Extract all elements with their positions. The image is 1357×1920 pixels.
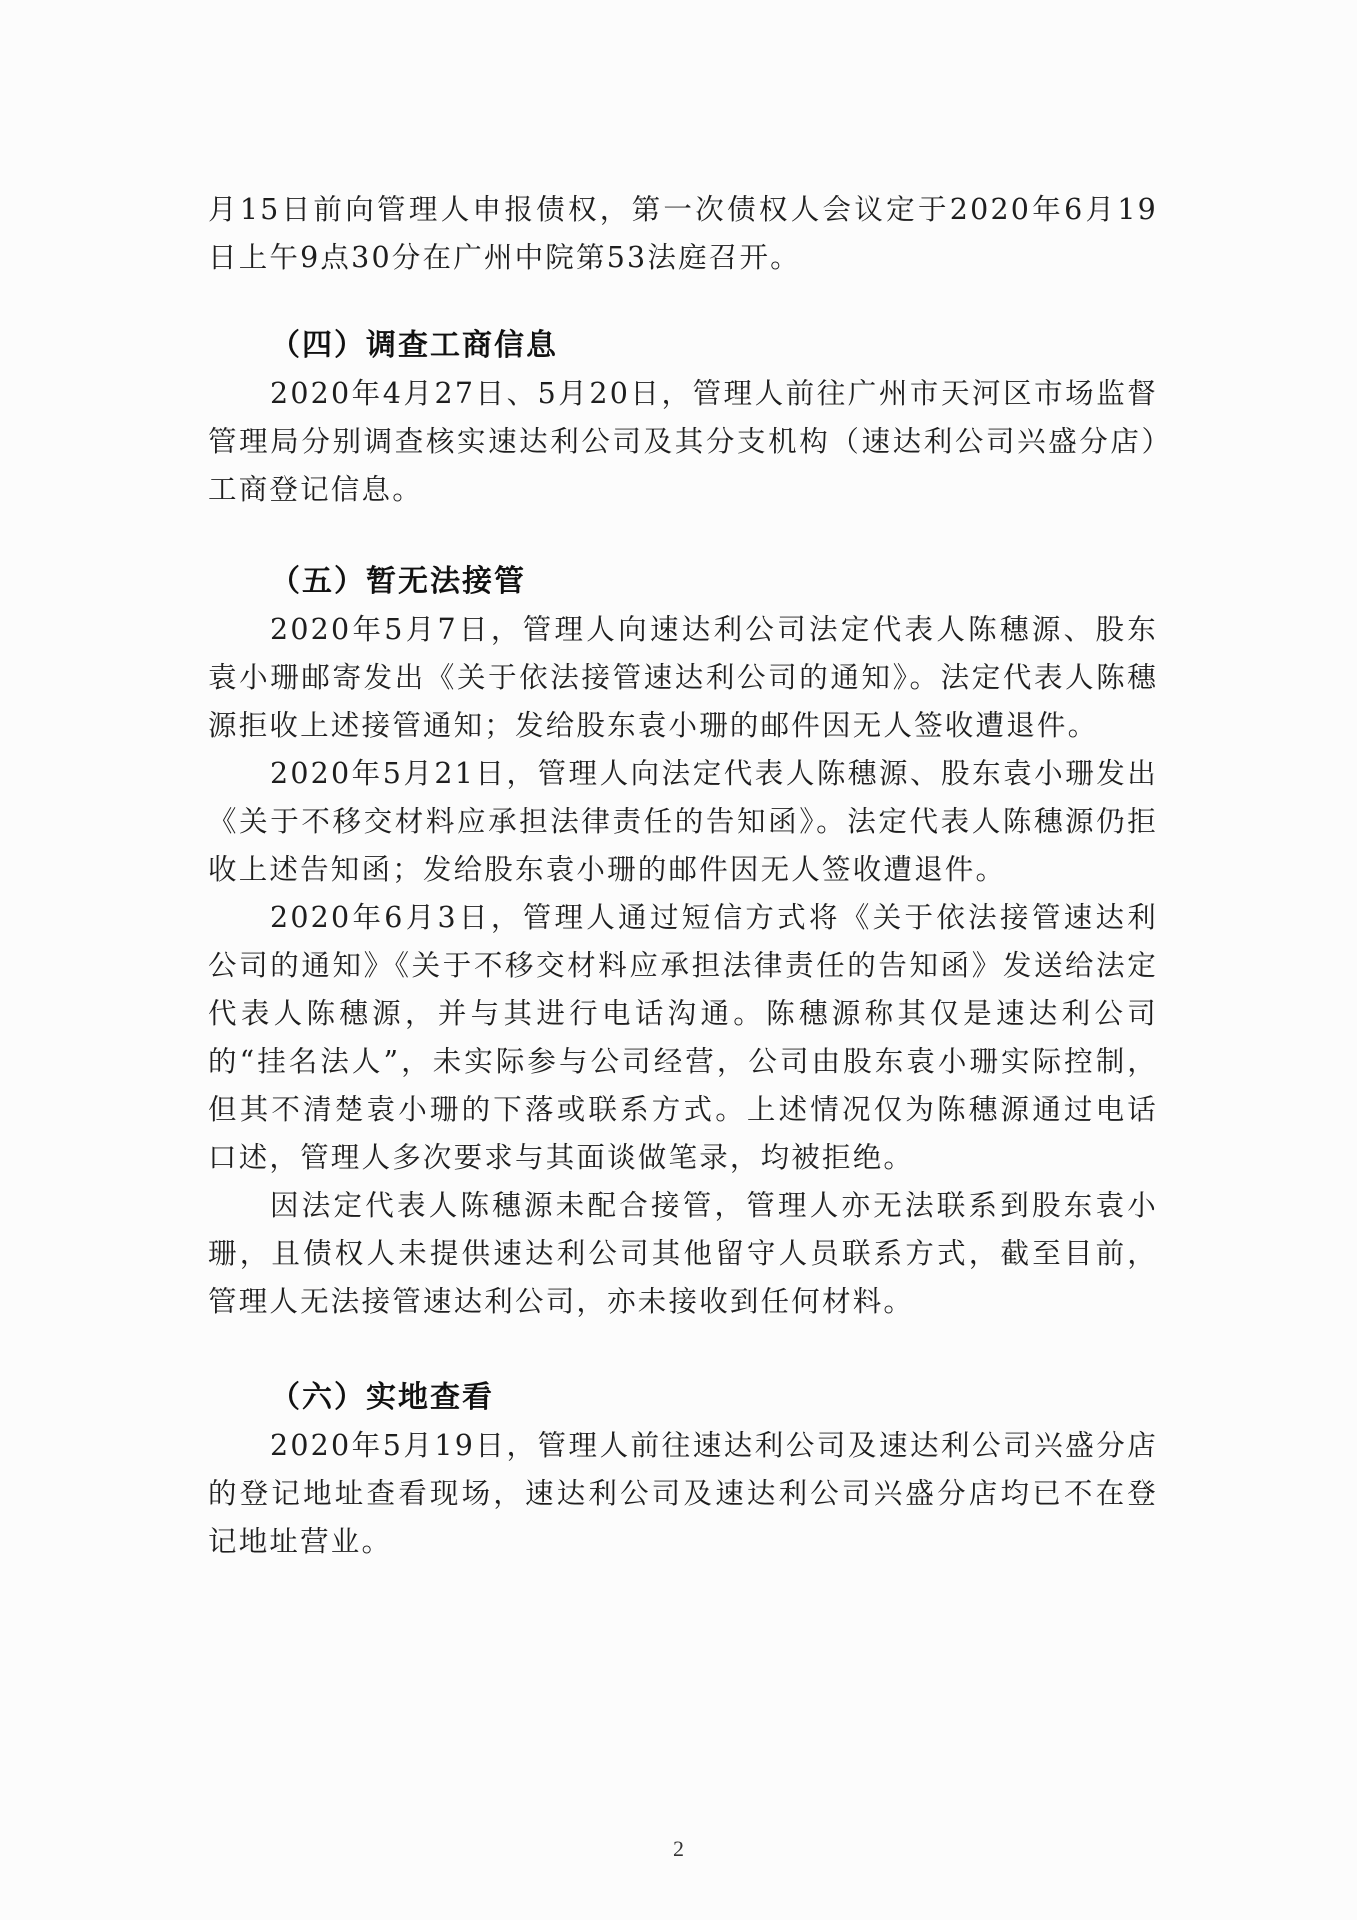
paragraph: 2020年6月3日，管理人通过短信方式将《关于依法接管速达利公司的通知》《关于不移交材料应承担法律责任的告知函》发送给法定代表人陈穗源，并与其进行电话沟通。陈穗源称其仅是速达利公司的“挂名法人”，未实际参与公司经营，公司由股东袁小珊实际控制，但其不清楚袁小珊的下落或联系方式。上述情况仅为陈穗源通过电话口述，管理人多次要求与其面谈做笔录，均被拒绝。 [208, 901, 1158, 1174]
page-number: 2 [673, 1836, 684, 1861]
paragraph: 2020年5月7日，管理人向速达利公司法定代表人陈穗源、股东袁小珊邮寄发出《关于依法接管速达利公司的通知》。法定代表人陈穗源拒收上述接管通知；发给股东袁小珊的邮件因无人签收遭退件。 [208, 613, 1158, 742]
section-heading-4: （四）调查工商信息 [270, 328, 558, 363]
paragraph: 因法定代表人陈穗源未配合接管，管理人亦无法联系到股东袁小珊，且债权人未提供速达利公司其他留守人员联系方式，截至目前，管理人无法接管速达利公司，亦未接收到任何材料。 [208, 1189, 1158, 1318]
section-heading-5: （五）暂无法接管 [270, 564, 526, 599]
paragraph: 2020年5月21日，管理人向法定代表人陈穗源、股东袁小珊发出《关于不移交材料应承担法律责任的告知函》。法定代表人陈穗源仍拒收上述告知函；发给股东袁小珊的邮件因无人签收遭退件。 [208, 757, 1158, 886]
section-heading-6: （六）实地查看 [270, 1380, 494, 1415]
paragraph: 2020年5月19日，管理人前往速达利公司及速达利公司兴盛分店的登记地址查看现场，速达利公司及速达利公司兴盛分店均已不在登记地址营业。 [208, 1429, 1158, 1558]
paragraph: 2020年4月27日、5月20日，管理人前往广州市天河区市场监督管理局分别调查核实速达利公司及其分支机构（速达利公司兴盛分店）工商登记信息。 [208, 377, 1158, 506]
paragraph-continued: 月15日前向管理人申报债权，第一次债权人会议定于2020年6月19日上午9点30分在广州中院第53法庭召开。 [208, 193, 1158, 274]
document-body [208, 186, 1158, 1566]
